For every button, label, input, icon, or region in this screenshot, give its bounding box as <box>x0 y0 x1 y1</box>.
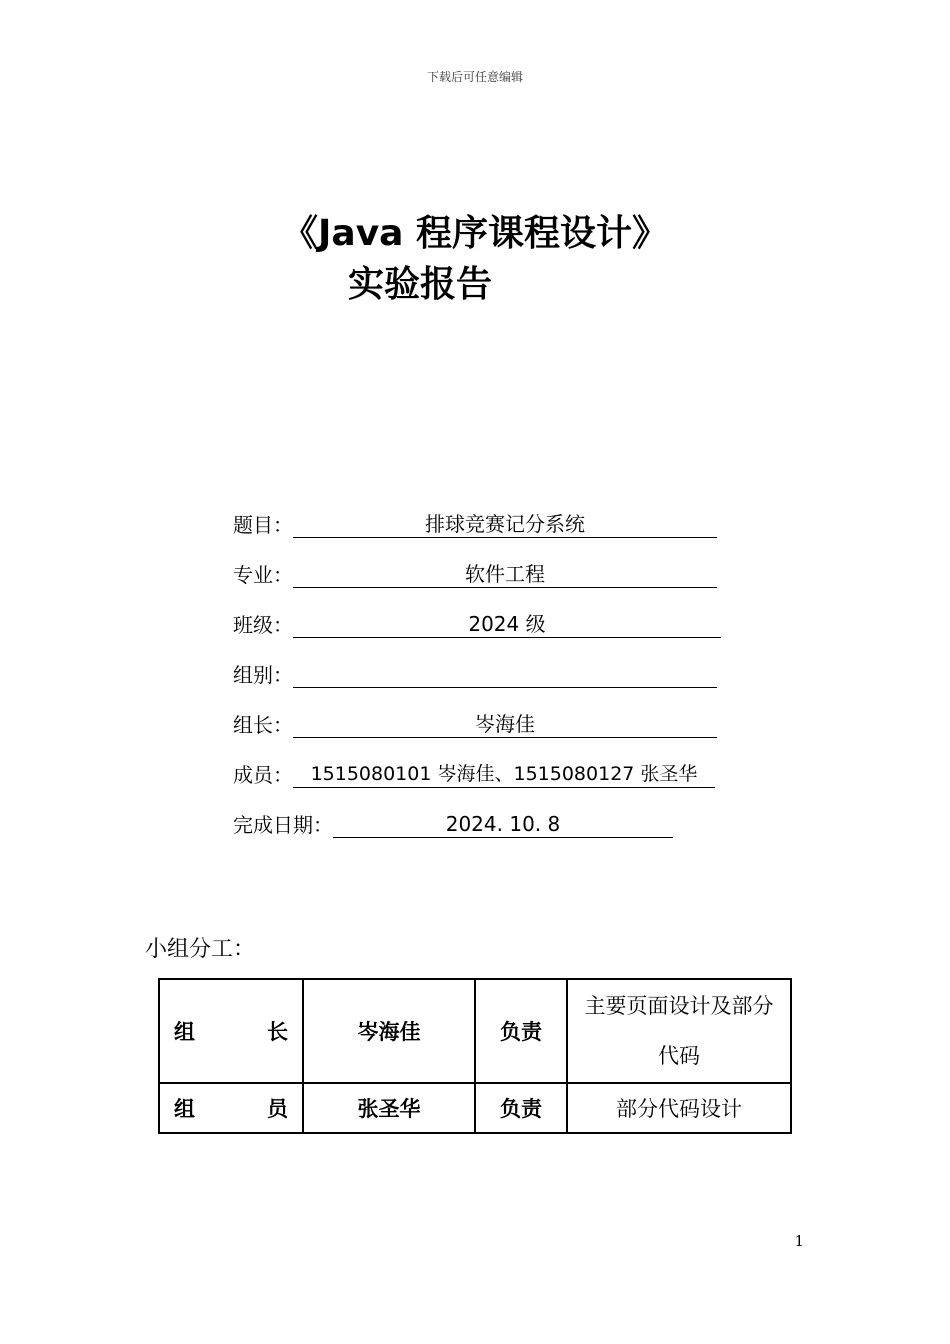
action-cell: 负责 <box>475 979 567 1083</box>
field-label: 成员： <box>233 763 293 787</box>
report-title: 《Java 程序课程设计》 <box>282 213 668 254</box>
table-row <box>159 979 791 1083</box>
header-note: 下载后可任意编辑 <box>426 70 523 84</box>
field-topic <box>233 509 717 538</box>
name-cell: 张圣华 <box>303 1083 475 1133</box>
role-cell: 组 长 <box>159 979 303 1083</box>
role-cell: 组 员 <box>159 1083 303 1133</box>
field-value: 2024 级 <box>293 611 721 638</box>
field-value: 2024. 10. 8 <box>333 811 673 838</box>
task-line: 主要页面设计及部分 <box>584 994 774 1018</box>
field-label: 完成日期： <box>233 813 333 837</box>
field-label: 专业： <box>233 563 293 587</box>
table-row <box>159 1083 791 1133</box>
field-label: 班级： <box>233 613 293 637</box>
action-cell: 负责 <box>475 1083 567 1133</box>
field-members <box>233 759 715 788</box>
name-cell: 岑海佳 <box>303 979 475 1083</box>
field-leader <box>233 709 717 738</box>
field-date <box>233 809 673 838</box>
field-group <box>233 659 717 688</box>
task-cell <box>567 979 791 1083</box>
task-line: 代码 <box>658 1044 700 1068</box>
field-major <box>233 559 717 588</box>
report-subtitle: 实验报告 <box>347 264 492 305</box>
page-number: 1 <box>794 1232 804 1250</box>
task-cell: 部分代码设计 <box>567 1083 791 1133</box>
field-class <box>233 609 721 638</box>
field-value <box>293 661 717 688</box>
field-value: 岑海佳 <box>293 711 717 738</box>
field-label: 组别： <box>233 663 293 687</box>
field-value: 软件工程 <box>293 561 717 588</box>
field-value: 排球竞赛记分系统 <box>293 511 717 538</box>
field-label: 组长： <box>233 713 293 737</box>
division-title: 小组分工： <box>145 937 256 962</box>
division-table <box>158 978 792 1134</box>
field-value: 1515080101 岑海佳、1515080127 张圣华 <box>293 761 715 788</box>
field-label: 题目： <box>233 513 293 537</box>
